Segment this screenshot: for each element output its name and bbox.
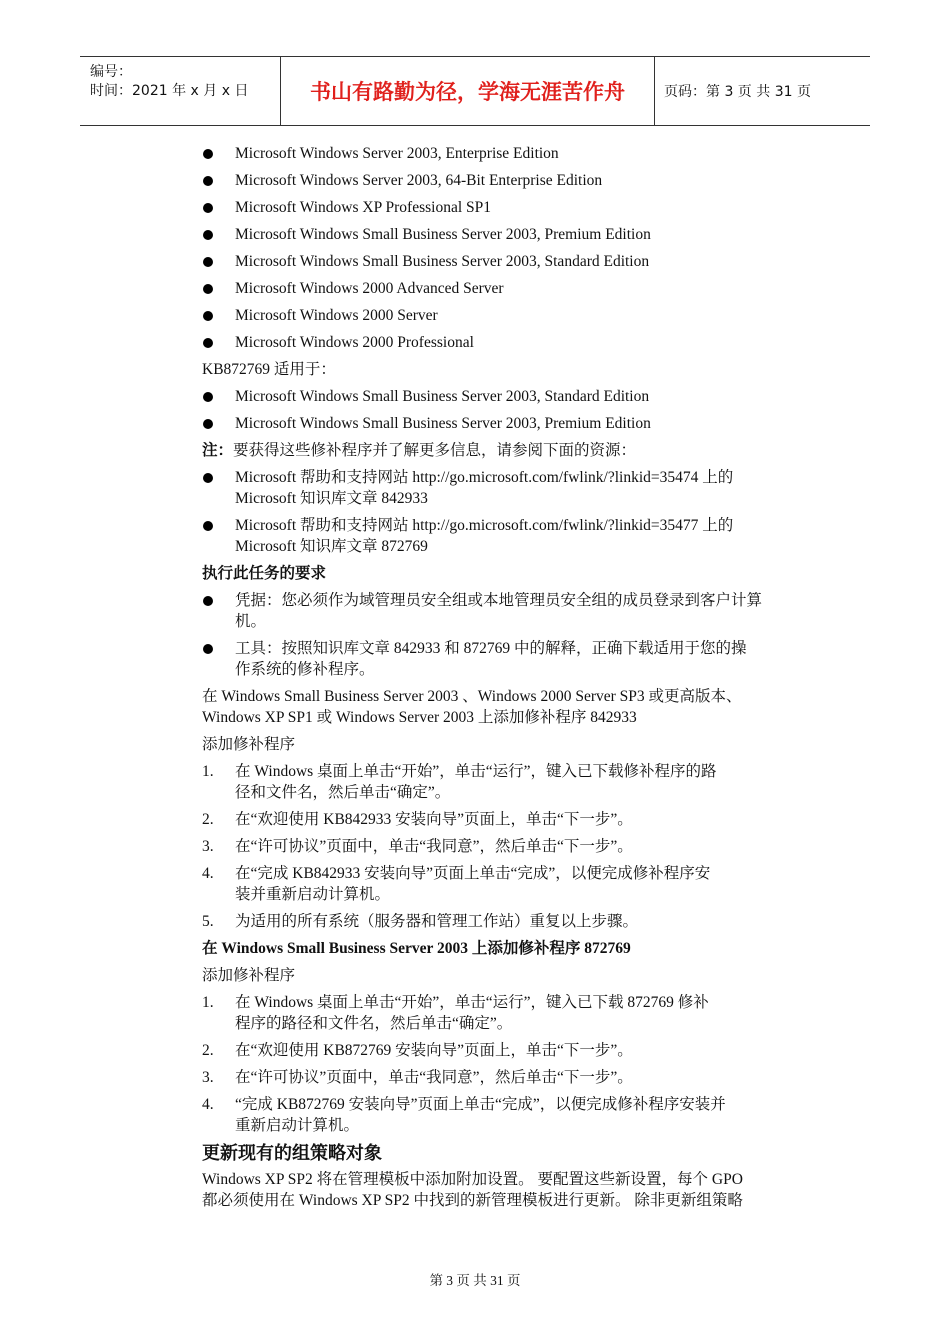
add-842933-intro: 在 Windows Small Business Server 2003 、Windows 2000 Server SP3 或更高版本、 Windows XP SP1 或 Windows Server 2003 上添加修补程序 842933	[202, 688, 742, 726]
step-item: 4. 在“完成 KB842933 安装向导”页面上单击“完成”，以便完成修补程序安 装并重新启动计算机。	[202, 865, 711, 903]
step-item: 1. 在 Windows 桌面上单击“开始”，单击“运行”，键入已下载修补程序的路 径和文件名，然后单击“确定”。	[202, 763, 717, 801]
list-item: Microsoft Windows 2000 Professional	[202, 332, 808, 353]
list-item: Microsoft Windows Small Business Server 2003, Premium Edition	[202, 224, 808, 245]
note-paragraph	[202, 440, 808, 461]
note-text: 要获得这些修补程序并了解更多信息，请参阅下面的资源：	[233, 442, 637, 459]
note-label: 注：	[202, 442, 234, 459]
final-paragraph: Windows XP SP2 将在管理模板中添加附加设置。 要配置这些新设置，每个 GPO 都必须使用在 Windows XP SP2 中找到的新管理模板进行更新。 除非更新组策略	[202, 1171, 743, 1209]
step-item: 1. 在 Windows 桌面上单击“开始”，单击“运行”，键入已下载 872769 修补 程序的路径和文件名，然后单击“确定”。	[202, 994, 709, 1032]
list-item: Microsoft Windows Small Business Server 2003, Premium Edition	[202, 413, 808, 434]
bullet-icon	[203, 392, 213, 402]
kb-applies-label: KB872769 适用于：	[202, 361, 336, 378]
requirement-item: 凭据：您必须作为域管理员安全组或本地管理员安全组的成员登录到客户计算 机。	[202, 590, 808, 632]
bullet-icon	[203, 230, 213, 240]
bullet-icon	[203, 203, 213, 213]
step-item: 5. 为适用的所有系统（服务器和管理工作站）重复以上步骤。	[202, 913, 639, 930]
section-title: 更新现有的组策略对象	[202, 1143, 382, 1164]
list-item: Microsoft Windows Small Business Server 2003, Standard Edition	[202, 251, 808, 272]
step-item: 3. 在“许可协议”页面中，单击“我同意”，然后单击“下一步”。	[202, 1069, 633, 1086]
bullet-icon	[203, 257, 213, 267]
bullet-icon	[203, 149, 213, 159]
list-item: Microsoft Windows Server 2003, 64-Bit Enterprise Edition	[202, 170, 808, 191]
bullet-icon	[203, 596, 213, 606]
add-patch-label: 添加修补程序	[202, 736, 296, 753]
bullet-icon	[203, 473, 213, 483]
header-motto: 书山有路勤为径，学海无涯苦作舟	[310, 80, 625, 104]
step-item: 3. 在“许可协议”页面中，单击“我同意”，然后单击“下一步”。	[202, 838, 633, 855]
requirement-item: 工具：按照知识库文章 842933 和 872769 中的解释，正确下载适用于您的操 作系统的修补程序。	[202, 638, 808, 680]
bullet-icon	[203, 338, 213, 348]
header-meta	[80, 57, 280, 125]
heading-872769: 在 Windows Small Business Server 2003 上添加修补程序 872769	[202, 940, 631, 957]
list-item: Microsoft Windows 2000 Advanced Server	[202, 278, 808, 299]
document-time: 时间：2021 年 x 月 x 日	[90, 83, 249, 99]
document-body	[202, 143, 808, 1217]
resource-item: Microsoft 帮助和支持网站 http://go.microsoft.com/fwlink/?linkid=35477 上的 Microsoft 知识库文章 872769	[202, 515, 808, 557]
step-item: 2. 在“欢迎使用 KB872769 安装向导”页面上，单击“下一步”。	[202, 1042, 633, 1059]
resource-item: Microsoft 帮助和支持网站 http://go.microsoft.com/fwlink/?linkid=35474 上的 Microsoft 知识库文章 842933	[202, 467, 808, 509]
list-item: Microsoft Windows 2000 Server	[202, 305, 808, 326]
header-page-info: 页码：第 3 页 共 31 页	[664, 84, 811, 100]
bullet-icon	[203, 644, 213, 654]
bullet-icon	[203, 521, 213, 531]
header-divider	[654, 57, 655, 125]
step-item: 2. 在“欢迎使用 KB842933 安装向导”页面上，单击“下一步”。	[202, 811, 633, 828]
bullet-icon	[203, 419, 213, 429]
bullet-icon	[203, 284, 213, 294]
add-patch-label: 添加修补程序	[202, 967, 296, 984]
page-header	[80, 56, 870, 126]
list-item: Microsoft Windows Server 2003, Enterprise Edition	[202, 143, 808, 164]
page-footer: 第 3 页 共 31 页	[429, 1273, 521, 1288]
bullet-icon	[203, 311, 213, 321]
list-item: Microsoft Windows Small Business Server 2003, Standard Edition	[202, 386, 808, 407]
bullet-icon	[203, 176, 213, 186]
requirements-heading: 执行此任务的要求	[202, 564, 327, 582]
document-number-label: 编号：	[90, 64, 132, 80]
list-item: Microsoft Windows XP Professional SP1	[202, 197, 808, 218]
step-item: 4. “完成 KB872769 安装向导”页面上单击“完成”，以便完成修补程序安装并 重新启动计算机。	[202, 1096, 726, 1134]
